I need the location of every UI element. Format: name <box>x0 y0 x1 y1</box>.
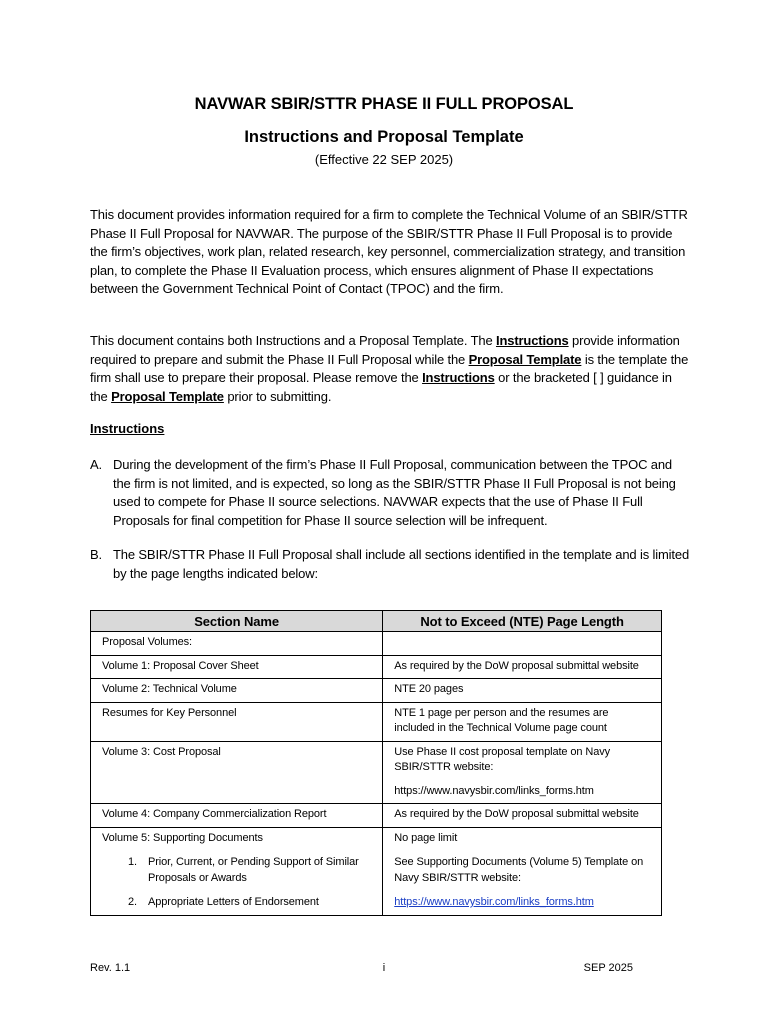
nte-cell: As required by the DoW proposal submittal website <box>383 804 662 828</box>
section-name-cell: Proposal Volumes: <box>91 632 383 656</box>
instructions-paragraph <box>90 332 690 406</box>
section-name-cell <box>91 827 383 915</box>
table-row <box>91 741 662 804</box>
nte-cell: NTE 20 pages <box>383 679 662 703</box>
sub-item-number: 2. <box>128 896 137 908</box>
table-row <box>91 804 662 828</box>
nte-cell <box>383 741 662 804</box>
column-header-section-name: Section Name <box>91 611 383 632</box>
supporting-documents-link[interactable]: https://www.navysbir.com/links_forms.htm <box>394 896 594 908</box>
para2-text: prior to submitting. <box>223 388 332 404</box>
intro-paragraph: This document provides information required for a firm to complete the Technical Volume of an SBIR/STTR Phase II Full Proposal for NAVWAR. The purpose of the SBIR/STTR Phase II Full Proposal is to provide the firm’s objectives, work plan, related research, key personnel, commercialization strategy, and transition plan, to complete the Phase II Evaluation process, which ensures alignment of Phase II expectations between the Government Technical Point of Contact (TPOC) and the firm. <box>90 207 688 297</box>
list-item <box>90 456 690 530</box>
para2-keyword: Instructions <box>422 370 495 386</box>
section-name-cell: Volume 1: Proposal Cover Sheet <box>91 655 383 679</box>
para2-text: or the bracketed [ ] guidance in the <box>90 370 672 404</box>
sub-item <box>102 855 370 886</box>
list-item-text: During the development of the firm’s Phase II Full Proposal, communication between the TPOC and the firm is not limited, and is expected, so long as the SBIR/STTR Phase II Full Proposal is not being used to compete for Phase II source selections. NAVWAR expects that the use of Phase II Full Proposals for final competition for Phase II source selection will be infrequent. <box>113 457 676 528</box>
para2-keyword: Proposal Template <box>111 388 224 404</box>
table-row <box>91 655 662 679</box>
list-marker: A. <box>90 457 102 472</box>
para2-keyword: Instructions <box>495 333 569 348</box>
table-row <box>91 702 662 741</box>
footer-date: SEP 2025 <box>583 962 633 974</box>
nte-cell: As required by the DoW proposal submittal website <box>383 655 662 679</box>
sub-item-nte-text: See Supporting Documents (Volume 5) Template on Navy SBIR/STTR website: <box>394 856 644 884</box>
footer-revision: Rev. 1.1 <box>90 962 131 974</box>
list-marker: B. <box>90 547 102 562</box>
list-item <box>90 546 690 583</box>
sub-item-text: Prior, Current, or Pending Support of Similar Proposals or Awards <box>148 856 359 884</box>
document-title: NAVWAR SBIR/STTR PHASE II FULL PROPOSAL <box>194 95 574 113</box>
page-length-table <box>90 610 662 916</box>
document-subtitle: Instructions and Proposal Template <box>244 128 524 146</box>
list-item-text: The SBIR/STTR Phase II Full Proposal shall include all sections identified in the template and is limited by the page lengths indicated below: <box>113 547 690 581</box>
sub-item <box>102 895 370 911</box>
section-name-text: Volume 5: Supporting Documents <box>102 831 263 844</box>
nte-cell: NTE 1 page per person and the resumes are included in the Technical Volume page count <box>383 702 662 741</box>
table-header-row <box>91 611 662 632</box>
sub-item-text: Appropriate Letters of Endorsement <box>148 896 319 908</box>
table-row <box>91 679 662 703</box>
nte-cell <box>383 827 662 915</box>
section-name-cell: Volume 2: Technical Volume <box>91 679 383 703</box>
para2-text: provide information required to prepare and submit the Phase II Full Proposal while the <box>90 333 680 367</box>
sub-item-number: 1. <box>128 856 137 868</box>
effective-date: (Effective 22 SEP 2025) <box>314 152 454 167</box>
para2-keyword: Proposal Template <box>468 351 582 367</box>
instructions-heading: Instructions <box>90 421 165 436</box>
cost-proposal-url: https://www.navysbir.com/links_forms.htm <box>394 784 594 797</box>
section-name-cell: Volume 3: Cost Proposal <box>91 741 383 804</box>
sub-item-nte <box>394 895 649 911</box>
nte-text: Use Phase II cost proposal template on Navy SBIR/STTR website: <box>394 745 611 773</box>
para2-text: This document contains both Instructions and a Proposal Template. The <box>90 333 496 348</box>
section-name-cell: Resumes for Key Personnel <box>91 702 383 741</box>
footer-page-number: i <box>382 962 386 974</box>
para2-text: is the template the firm shall use to prepare their proposal. Please remove the <box>90 351 689 386</box>
nte-cell <box>383 632 662 656</box>
table-row <box>91 827 662 915</box>
section-name-cell: Volume 4: Company Commercialization Report <box>91 804 383 828</box>
sub-item-nte <box>394 855 649 886</box>
table-row <box>91 632 662 656</box>
nte-text: No page limit <box>394 831 458 844</box>
column-header-nte: Not to Exceed (NTE) Page Length <box>383 611 662 632</box>
